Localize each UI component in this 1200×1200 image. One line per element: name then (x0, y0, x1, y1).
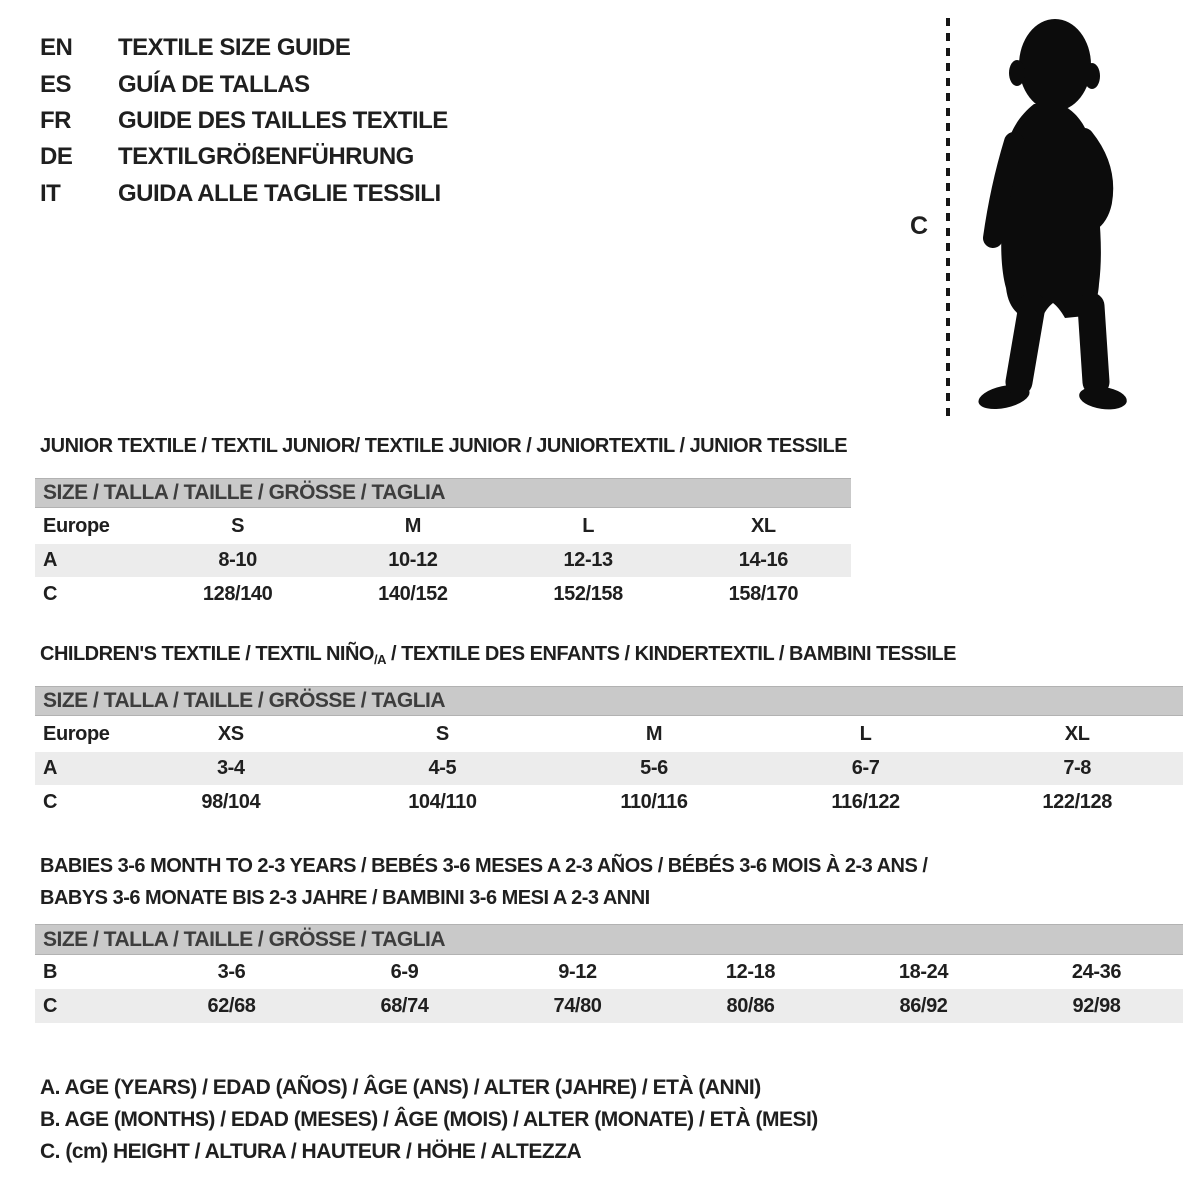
table-row-height-cm (35, 989, 1183, 1023)
babies-title-line1: BABIES 3-6 MONTH TO 2-3 YEARS / BEBÉS 3-6 MESES A 2-3 AÑOS / BÉBÉS 3-6 MOIS À 2-3 ANS / (40, 855, 928, 877)
size-cell: S (435, 722, 449, 745)
babies-size-table (35, 924, 1183, 1023)
age-cell: 9-12 (558, 960, 597, 983)
legend-age-months: B. AGE (MONTHS) / EDAD (MESES) / ÂGE (MOIS) / ALTER (MONATE) / ETÀ (MESI) (40, 1108, 818, 1131)
guide-title-it: GUIDA ALLE TAGLIE TESSILI (118, 179, 441, 207)
measurement-legend (40, 1072, 818, 1168)
table-row-europe (35, 508, 851, 544)
guide-title-en: TEXTILE SIZE GUIDE (118, 34, 351, 62)
height-cell: 158/170 (728, 582, 799, 605)
height-cell: 86/92 (899, 994, 948, 1017)
height-cell: 98/104 (201, 790, 261, 813)
children-title-suffix: / TEXTILE DES ENFANTS / KINDERTEXTIL / BAMBINI TESSILE (385, 643, 956, 665)
language-code: FR (40, 106, 71, 134)
junior-size-table (35, 478, 851, 611)
language-row-en (40, 30, 448, 66)
size-cell: M (645, 722, 663, 745)
size-cell: XL (1064, 722, 1090, 745)
row-label: C (43, 994, 58, 1017)
height-measure-label: C (910, 212, 929, 240)
row-label: Europe (43, 514, 110, 537)
height-cell: 122/128 (1042, 790, 1112, 813)
language-code: DE (40, 143, 73, 171)
height-cell: 92/98 (1072, 994, 1121, 1017)
size-cell: L (582, 514, 595, 537)
size-cell: M (404, 514, 421, 537)
children-title-subscript: /A (373, 652, 386, 667)
age-cell: 7-8 (1063, 757, 1092, 779)
age-cell: 24-36 (1071, 960, 1122, 983)
age-cell: 14-16 (738, 549, 788, 571)
babies-size-table-header: SIZE / TALLA / TAILLE / GRÖSSE / TAGLIA (35, 924, 1183, 955)
age-cell: 3-4 (216, 757, 245, 779)
row-label: Europe (43, 722, 110, 745)
row-label: B (43, 960, 58, 983)
children-title-prefix: CHILDREN'S TEXTILE / TEXTIL NIÑO (40, 643, 374, 665)
row-label: A (43, 757, 58, 779)
junior-section-title: JUNIOR TEXTILE / TEXTIL JUNIOR/ TEXTILE JUNIOR / JUNIORTEXTIL / JUNIOR TESSILE (40, 435, 848, 457)
row-label: A (43, 549, 58, 571)
guide-title-es: GUÍA DE TALLAS (118, 70, 310, 98)
table-row-height-cm (35, 577, 851, 611)
language-row-it (40, 176, 448, 212)
language-row-de (40, 139, 448, 175)
age-cell: 6-7 (851, 757, 880, 779)
table-row-height-cm (35, 785, 1183, 819)
children-section-title (40, 643, 956, 667)
row-label: C (43, 790, 58, 813)
children-size-table-header: SIZE / TALLA / TAILLE / GRÖSSE / TAGLIA (35, 686, 1183, 716)
junior-size-table-header: SIZE / TALLA / TAILLE / GRÖSSE / TAGLIA (35, 478, 851, 508)
height-cell: 140/152 (378, 582, 448, 605)
age-cell: 6-9 (390, 960, 419, 983)
size-cell: S (231, 514, 245, 537)
table-row-age-months (35, 955, 1183, 989)
language-row-es (40, 66, 448, 102)
age-cell: 12-13 (563, 549, 613, 571)
age-cell: 8-10 (218, 549, 257, 571)
age-cell: 4-5 (428, 757, 457, 779)
language-code: EN (40, 34, 73, 62)
guide-title-de: TEXTILGRÖßENFÜHRUNG (118, 143, 414, 171)
height-cell: 68/74 (380, 994, 429, 1017)
age-cell: 12-18 (725, 960, 776, 983)
age-cell: 3-6 (217, 960, 246, 983)
height-cell: 62/68 (207, 994, 256, 1017)
height-cell: 116/122 (831, 790, 900, 813)
height-cell: 110/116 (620, 790, 688, 813)
language-row-fr (40, 103, 448, 139)
babies-title-line2: BABYS 3-6 MONATE BIS 2-3 JAHRE / BAMBINI 3-6 MESI A 2-3 ANNI (40, 887, 650, 909)
legend-age-years: A. AGE (YEARS) / EDAD (AÑOS) / ÂGE (ANS) / ALTER (JAHRE) / ETÀ (ANNI) (40, 1076, 761, 1099)
language-title-list (40, 30, 448, 212)
age-cell: 10-12 (388, 549, 438, 571)
age-cell: 5-6 (640, 757, 668, 779)
height-cell: 80/86 (726, 994, 775, 1017)
legend-height-cm: C. (cm) HEIGHT / ALTURA / HAUTEUR / HÖHE / ALTEZZA (40, 1140, 582, 1163)
row-label: C (43, 582, 58, 605)
height-cell: 152/158 (553, 582, 623, 605)
toddler-silhouette-icon (962, 16, 1137, 418)
table-row-age-years (35, 544, 851, 577)
age-cell: 18-24 (898, 960, 949, 983)
guide-title-fr: GUIDE DES TAILLES TEXTILE (118, 106, 448, 134)
language-code: IT (40, 179, 61, 207)
height-cell: 104/110 (408, 790, 477, 813)
babies-section-title (40, 850, 1170, 914)
height-cell: 128/140 (202, 582, 273, 605)
size-cell: XL (750, 514, 776, 537)
size-cell: L (859, 722, 872, 745)
size-cell: XS (217, 722, 244, 745)
height-measure-line (946, 18, 950, 418)
table-row-europe (35, 716, 1183, 752)
table-row-age-years (35, 752, 1183, 785)
height-cell: 74/80 (553, 994, 602, 1017)
children-size-table (35, 686, 1183, 819)
language-code: ES (40, 70, 72, 98)
